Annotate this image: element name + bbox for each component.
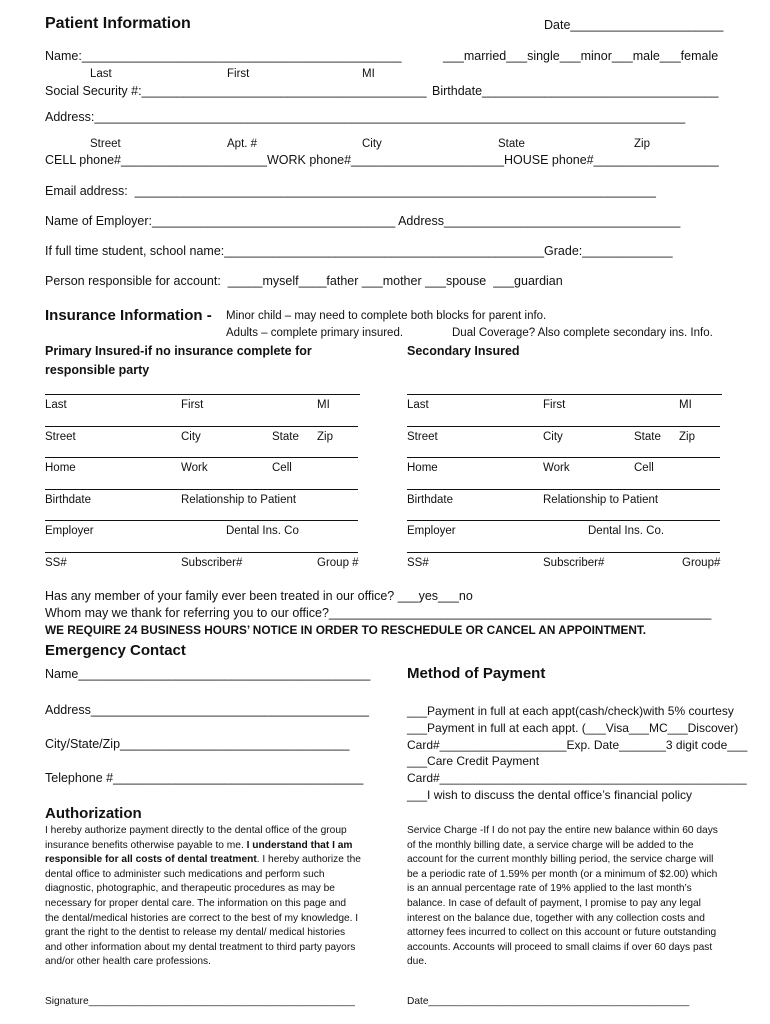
birthdate-field[interactable]: Birthdate__________________________________ <box>432 84 719 98</box>
primary-insured-heading: Primary Insured-if no insurance complete for <box>45 344 312 358</box>
page-title: Patient Information <box>45 15 191 32</box>
insurance-title: Insurance Information - <box>45 307 212 324</box>
primary-insured-heading-2: responsible party <box>45 363 150 377</box>
label-zip: Zip <box>679 431 695 443</box>
authorization-text <box>45 824 363 970</box>
label-street: Street <box>45 431 76 443</box>
secondary-address-line[interactable] <box>407 426 720 427</box>
name-field[interactable]: Name:______________________________________________ <box>45 49 402 63</box>
care-credit-card-field[interactable]: Card#______________________________________________ <box>407 771 747 785</box>
insurance-note-adults: Adults – complete primary insured. <box>226 327 404 339</box>
primary-phone-line[interactable] <box>45 457 358 458</box>
phones-field[interactable]: CELL phone#_____________________WORK phone#______________________HOUSE phone#__________________ <box>45 153 719 167</box>
address-field[interactable]: Address:_____________________________________________________________________________________ <box>45 110 686 124</box>
emergency-name-field[interactable]: Name__________________________________________ <box>45 667 371 681</box>
label-zip: Zip <box>317 431 333 443</box>
label-mi: MI <box>679 399 692 411</box>
name-sub-mi: MI <box>362 68 375 80</box>
insurance-note-minor: Minor child – may need to complete both blocks for parent info. <box>226 310 547 322</box>
name-sub-first: First <box>227 68 250 80</box>
label-cell: Cell <box>272 462 292 474</box>
primary-name-line[interactable] <box>45 394 360 395</box>
label-last: Last <box>45 399 67 411</box>
employer-field[interactable]: Name of Employer:___________________________________ Address__________________________________ <box>45 214 681 228</box>
family-treated-question[interactable]: Has any member of your family ever been treated in our office? ___yes___no <box>45 589 473 603</box>
primary-employer-line[interactable] <box>45 520 358 521</box>
primary-ss-line[interactable] <box>45 552 358 553</box>
label-group: Group # <box>317 557 359 569</box>
name-sub-last: Last <box>90 68 112 80</box>
label-subscriber: Subscriber# <box>181 557 243 569</box>
email-field[interactable]: Email address: ___________________________________________________________________________ <box>45 184 657 198</box>
label-ss: SS# <box>45 557 67 569</box>
label-state: State <box>634 431 661 443</box>
label-dental-ins-co: Dental Ins. Co <box>226 525 299 537</box>
authorization-text-part1: I hereby authorize payment directly to the dental office of the group insurance benefits otherwise payable to me. <box>45 825 347 851</box>
label-state: State <box>272 431 299 443</box>
label-dental-ins-co: Dental Ins. Co. <box>588 525 665 537</box>
addr-sub-apt: Apt. # <box>227 138 258 150</box>
label-city: City <box>181 431 201 443</box>
label-home: Home <box>45 462 76 474</box>
label-birthdate: Birthdate <box>407 494 454 506</box>
label-home: Home <box>407 462 438 474</box>
label-street: Street <box>407 431 438 443</box>
insurance-note-dual: Dual Coverage? Also complete secondary ins. Info. <box>452 327 713 339</box>
payment-option-cash-check[interactable]: ___Payment in full at each appt(cash/check)with 5% courtesy <box>407 704 734 718</box>
authorization-title: Authorization <box>45 805 142 822</box>
primary-birthdate-line[interactable] <box>45 489 358 490</box>
emergency-city-state-zip-field[interactable]: City/State/Zip_________________________________ <box>45 737 350 751</box>
marital-options[interactable]: ___married___single___minor___male___female <box>443 49 719 63</box>
label-employer: Employer <box>407 525 456 537</box>
referral-field[interactable]: Whom may we thank for referring you to our office?_______________________________________________________ <box>45 606 712 620</box>
secondary-insured-heading: Secondary Insured <box>407 344 520 358</box>
signature-field[interactable]: Signature_______________________________________________ <box>45 996 355 1007</box>
ssn-field[interactable]: Social Security #:_________________________________________ <box>45 84 427 98</box>
method-of-payment-title: Method of Payment <box>407 665 546 682</box>
label-mi: MI <box>317 399 330 411</box>
authorization-text-part2: . I hereby authorize the dental office to administer such medications and perform such diagnostic, photographic, and therapeutic procedures as may be necessary for proper dental care. The information on this page and the dental/medical histories are correct to the best of my knowledge. I grant the right to the dentist to release my dental/ medical histories and other information about my dental treatment to third party payors and/or other health care professions. <box>45 854 361 968</box>
addr-sub-state: State <box>498 138 525 150</box>
addr-sub-city: City <box>362 138 382 150</box>
label-relationship: Relationship to Patient <box>543 494 659 506</box>
payment-option-care-credit[interactable]: ___Care Credit Payment <box>407 754 540 768</box>
label-birthdate: Birthdate <box>45 494 92 506</box>
secondary-name-line[interactable] <box>407 394 722 395</box>
label-relationship: Relationship to Patient <box>181 494 297 506</box>
addr-sub-zip: Zip <box>634 138 650 150</box>
secondary-employer-line[interactable] <box>407 520 720 521</box>
label-work: Work <box>543 462 570 474</box>
label-first: First <box>181 399 204 411</box>
student-field[interactable]: If full time student, school name:______________________________________________Grade:_____________ <box>45 244 673 258</box>
payment-option-card[interactable]: ___Payment in full at each appt. (___Visa___MC___Discover) <box>407 721 739 735</box>
label-subscriber: Subscriber# <box>543 557 605 569</box>
cancellation-notice: WE REQUIRE 24 BUSINESS HOURS’ NOTICE IN ORDER TO RESCHEDULE OR CANCEL AN APPOINTMENT. <box>45 623 647 637</box>
emergency-telephone-field[interactable]: Telephone #____________________________________ <box>45 771 364 785</box>
label-first: First <box>543 399 566 411</box>
service-charge-text: Service Charge -If I do not pay the entire new balance within 60 days of the monthly billing date, a service charge will be added to the account for the current monthly billing period, the service charge will be a periodic rate of 1.59% per month (or a minimum of $2.00) which is an annual percentage rate of 19% applied to the last month’s balance. In case of default of payment, I promise to pay any legal interest on the balance due, together with any collection costs and attorney fees incurred to collect on this account or future outstanding accounts. Accounts will proceed to small claims if over 60 days past due. <box>407 825 718 968</box>
authorization-text-emphasis: I understand that I am responsible for all costs of dental treatment <box>45 839 353 866</box>
primary-address-line[interactable] <box>45 426 358 427</box>
label-group: Group# <box>682 557 721 569</box>
addr-sub-street: Street <box>90 138 121 150</box>
label-cell: Cell <box>634 462 654 474</box>
secondary-phone-line[interactable] <box>407 457 720 458</box>
label-city: City <box>543 431 563 443</box>
label-ss: SS# <box>407 557 429 569</box>
label-last: Last <box>407 399 429 411</box>
signature-date-field[interactable]: Date______________________________________________ <box>407 996 690 1007</box>
payment-option-discuss[interactable]: ___I wish to discuss the dental office’s financial policy <box>407 788 693 802</box>
label-employer: Employer <box>45 525 94 537</box>
card-number-field[interactable]: Card#___________________Exp. Date_______3 digit code___ <box>407 738 748 752</box>
emergency-address-field[interactable]: Address________________________________________ <box>45 703 369 717</box>
secondary-birthdate-line[interactable] <box>407 489 720 490</box>
date-field[interactable]: Date______________________ <box>544 18 724 32</box>
responsible-party-options[interactable]: Person responsible for account: _____myself____father ___mother ___spouse ___guardian <box>45 274 563 288</box>
secondary-ss-line[interactable] <box>407 552 720 553</box>
emergency-contact-title: Emergency Contact <box>45 642 186 659</box>
label-work: Work <box>181 462 208 474</box>
